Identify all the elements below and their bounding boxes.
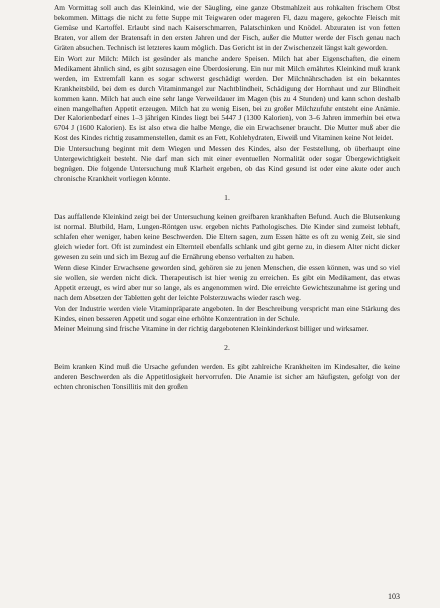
paragraph-krankes-kind: Beim kranken Kind muß die Ursache gefunden werden. Es gibt zahlreiche Krankheiten im Kindesalter, die keine anderen Beschwerden als die Appetitlosigkeit hervorrufen. Die Anamie ist sicher am häufigsten, gefolgt von der echten chronischen Tonsillitis mit den großen [54, 361, 400, 391]
paragraph-vormittag: Am Vormittag soll auch das Kleinkind, wie der Säugling, eine ganze Obstmahlzeit aus rohkalten frischem Obst bekommen. Mittags die nicht zu fette Suppe mit Teigwaren oder mageren Fl, dazu magere, gekochte Fleisch mit Gemüse und Kartoffel. Erlaubt sind nach Kaiserschmarren, Palatschinken und Knödel. Abzuraten ist von fetten Braten, vor allem der Bratensaft in den ersten Jahren und der Fisch, außer die Mutter werde der Fisch genau nach Gräten absuchen. Technisch ist letzteres kaum möglich. Das Gericht ist in der Zwischenzeit längst kalt geworden. [54, 3, 400, 52]
page-number: 103 [388, 592, 400, 601]
paragraph-untersuchung: Die Untersuchung beginnt mit dem Wiegen und Messen des Kindes, also der Feststellung, ob überhaupt eine Untergewichtigkeit besteht. Nie darf man sich mit einer eventuellen Normalität oder sogar Übergewichtigkeit begnügen. Die folgende Untersuchung muß Klarheit ergeben, ob das Kind gesund ist oder eine akute oder auch chronische Krankheit vorliegen könnte. [54, 144, 400, 184]
section-number-2: 2. [224, 342, 230, 352]
paragraph-erwachsene: Wenn diese Kinder Erwachsene geworden sind, gehören sie zu jenen Menschen, die essen können, was und so viel sie wollen, sie werden nicht dick. Therapeutisch ist hier wenig zu erreichen. Es gibt ein Medikament, das etwas Appetit erzeugt, es wird aber nur so lange, als es angenommen wird. Die erreichte Gewichtszunahme ist gering und nach dem Absetzen der Tabletten geht der leichte Polsterzuwachs wieder rasch weg. [54, 262, 400, 302]
paragraph-milch: Ein Wort zur Milch: Milch ist gesünder als manche andere Speisen. Milch hat aber Eigenschaften, die einem Medikament ähnlich sind, es gibt sozusagen eine Überdosierung. Ein nur mit Milch ernährtes Kleinkind muß krank werden, im Extremfall kann es sogar schwerst geschädigt werden. Der Milchnährschaden ist ein bekanntes Krankheitsbild, bei dem es durch Vitaminmangel zur Nachtblindheit, Schädigung der Hornhaut und zur Blindheit kommen kann. Milch hat auch eine sehr lange Verweildauer im Magen (bis zu 4 Stunden) und kann schon deshalb einen mangelhaften Appetit erzeugen. Milch hat zu wenig Eisen, bei zu großer Milchzufuhr entsteht eine Anämie. Der Kalorienbedarf eines 1–3 jährigen Kindes liegt bei 5447 J (1300 Kalorien), von 3–6 Jahren immerhin bei etwa 6704 J (1600 Kalorien). Es ist also etwa die halbe Menge, die ein Erwachsener braucht. Die Mutter muß aber die Kost des Kindes richtig zusammenstellen, damit es an Fett, Kohlehydraten, Eiweiß und Vitaminen keine Not leidet. [54, 53, 400, 143]
paragraph-vitaminpraeparate: Von der Industrie werden viele Vitaminpräparate angeboten. In der Beschreibung verspricht man eine Stärkung des Kindes, einen besseren Appetit und sogar eine erhöhte Konzentration in der Schule. Meiner Meinung sind frische Vitamine in der richtig dargebotenen Kleinkinderkost billiger und wirksamer. [54, 303, 400, 333]
paragraph-kleinkind-befund: Das auffallende Kleinkind zeigt bei der Untersuchung keinen greifbaren krankhaften Befund. Auch die Blutsenkung ist normal. Blutbild, Harn, Lungen-Röntgen usw. ergeben nichts Pathologisches. Die Kinder sind zumeist lebhaft, schlafen eher weniger, haben keine Beschwerden. Die Eltern sagen, zum Essen hätte es oft zu wenig Zeit, sie sind gleich wieder fort. Oft ist zumindest ein Elternteil ebenfalls schlank und gibt gerne zu, in diesem Alter nicht dicker gewesen zu sein und sich im Bezug auf die Ernährung ebenso verhalten zu haben. [54, 212, 400, 261]
section-number-1: 1. [224, 193, 230, 203]
